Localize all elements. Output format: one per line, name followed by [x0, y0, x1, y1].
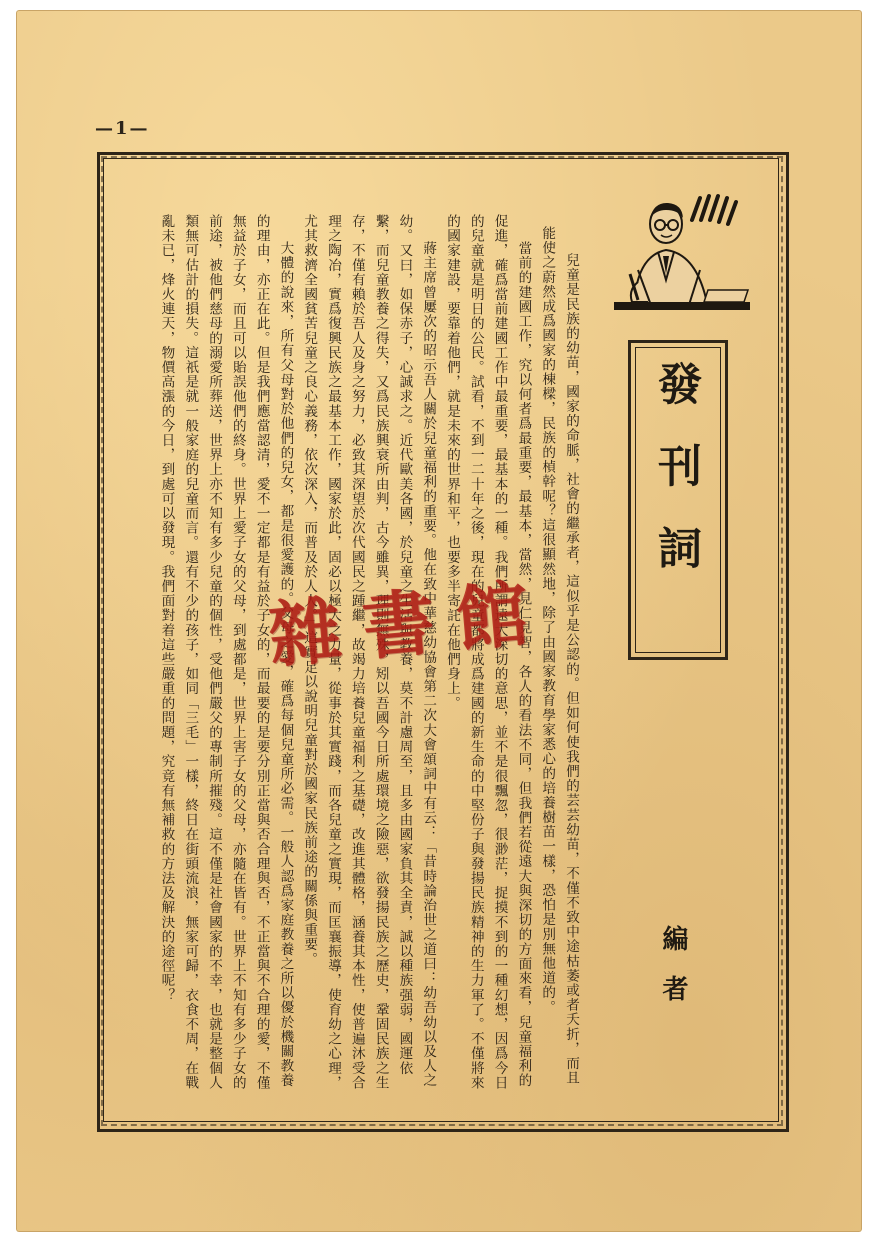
- author-byline: 編者: [658, 925, 688, 1025]
- paragraph-1: 兒童是民族的幼苗，國家的命脈，社會的繼承者，這似乎是公認的。但如何使我們的芸芸幼苗，不僅不致中途枯萎或者夭折，而且能使之蔚然成爲國家的棟樑，民族的楨幹呢？這很顯然地，除了由國家教育學家悉心的培養樹苗一樣，恐怕是別無他道的。: [539, 226, 579, 1086]
- editor-illustration: [608, 190, 756, 312]
- paragraph-4: 大體的說來，所有父母對於他們的兒女，都是很愛護的。父母之愛，確爲每個兒童所必需。一般人認爲家庭教養之所以優於機關教養的理由，亦正在此。但是我們應當認清，愛不一定都是有益於子女的，而最要的是要分別正當與否合理與否，不正當與不合理的愛，不僅無益於子女，而且可以貽誤他們的終身。世界上愛子女的父母，到處都是，世界上害子女的父母，亦隨在皆有。世界上不知有多少子女的前途，被他們慈母的溺愛所葬送，世界上亦不知有多少兒童的個性，受他們嚴父的專制所摧殘。這不僅是社會國家的不幸，也就是整個人類無可估計的損失。這祇是就一般家庭的兒童而言。還有不少的孩子，如同「三毛」一樣，終日在街頭流浪，無家可歸，衣食不周，在戰亂未已，烽火連天，物價高漲的今日，到處可以發現。我們面對着這些嚴重的問題，究竟有無補救的方法及解決的途徑呢？: [158, 214, 294, 1090]
- article-title: 發刊詞: [650, 361, 701, 607]
- paragraph-2: 當前的建國工作，究以何者爲最重要，最基本，當然，見仁見智，各人的看法不同，但我們若從遠大與深切的方面來看，兒童福利的促進，確爲當前建國工作中最重要，最基本的一種。我們所謂遠大深切的意思，並不是很飄忽，很渺茫，捉摸不到的一種幻想，因爲今日的兒童就是明日的公民。試看，不到一二十年之後，現在的兒童都將成爲建國的新生命的中堅份子與發揚民族精神的生力軍了。不僅將來的國家建設，要靠着他們，就是未來的世界和平，也要多半寄託在他們身上。: [444, 214, 532, 1090]
- page-number: —1—: [95, 118, 150, 139]
- paragraph-3: 蔣主席曾屢次的昭示吾人關於兒童福利的重要。他在致中華慈幼協會第二次大會頌詞中有云：「昔時論治世之道曰：幼吾幼以及人之幼。又曰，如保赤子，心誠求之。近代歐美各國，於兒童之生活與教養，莫不計慮周至，且多由國家負其全責，誠以種族强弱，國運依繫，而兒童教養之得失，又爲民族興衰所由判，古今雖異，理則無殊，矧以吾國今日所處環境之險惡，欲發揚民族之歷史，鞏固民族之生存，不僅有賴於吾人及身之努力，必致其深望於次代國民之踵繼，故竭力培養兒童福利之基礎，改進其體格，涵養其本性，使普遍沐受合理之陶冶，實爲復興民族之最基本工作，國家於此，固必以極大之力量，從事於其實踐，而各兒童之實現，而匡襄振導，使育幼之心理，尤其救濟全國貧苦兒童之良心義務，依次深入，而普及於人人。」這實足以說明兒童對於國家民族前途的關係與重要。: [301, 214, 437, 1090]
- title-box: [628, 340, 728, 660]
- watermark-stamp: 雜書館: [265, 569, 554, 679]
